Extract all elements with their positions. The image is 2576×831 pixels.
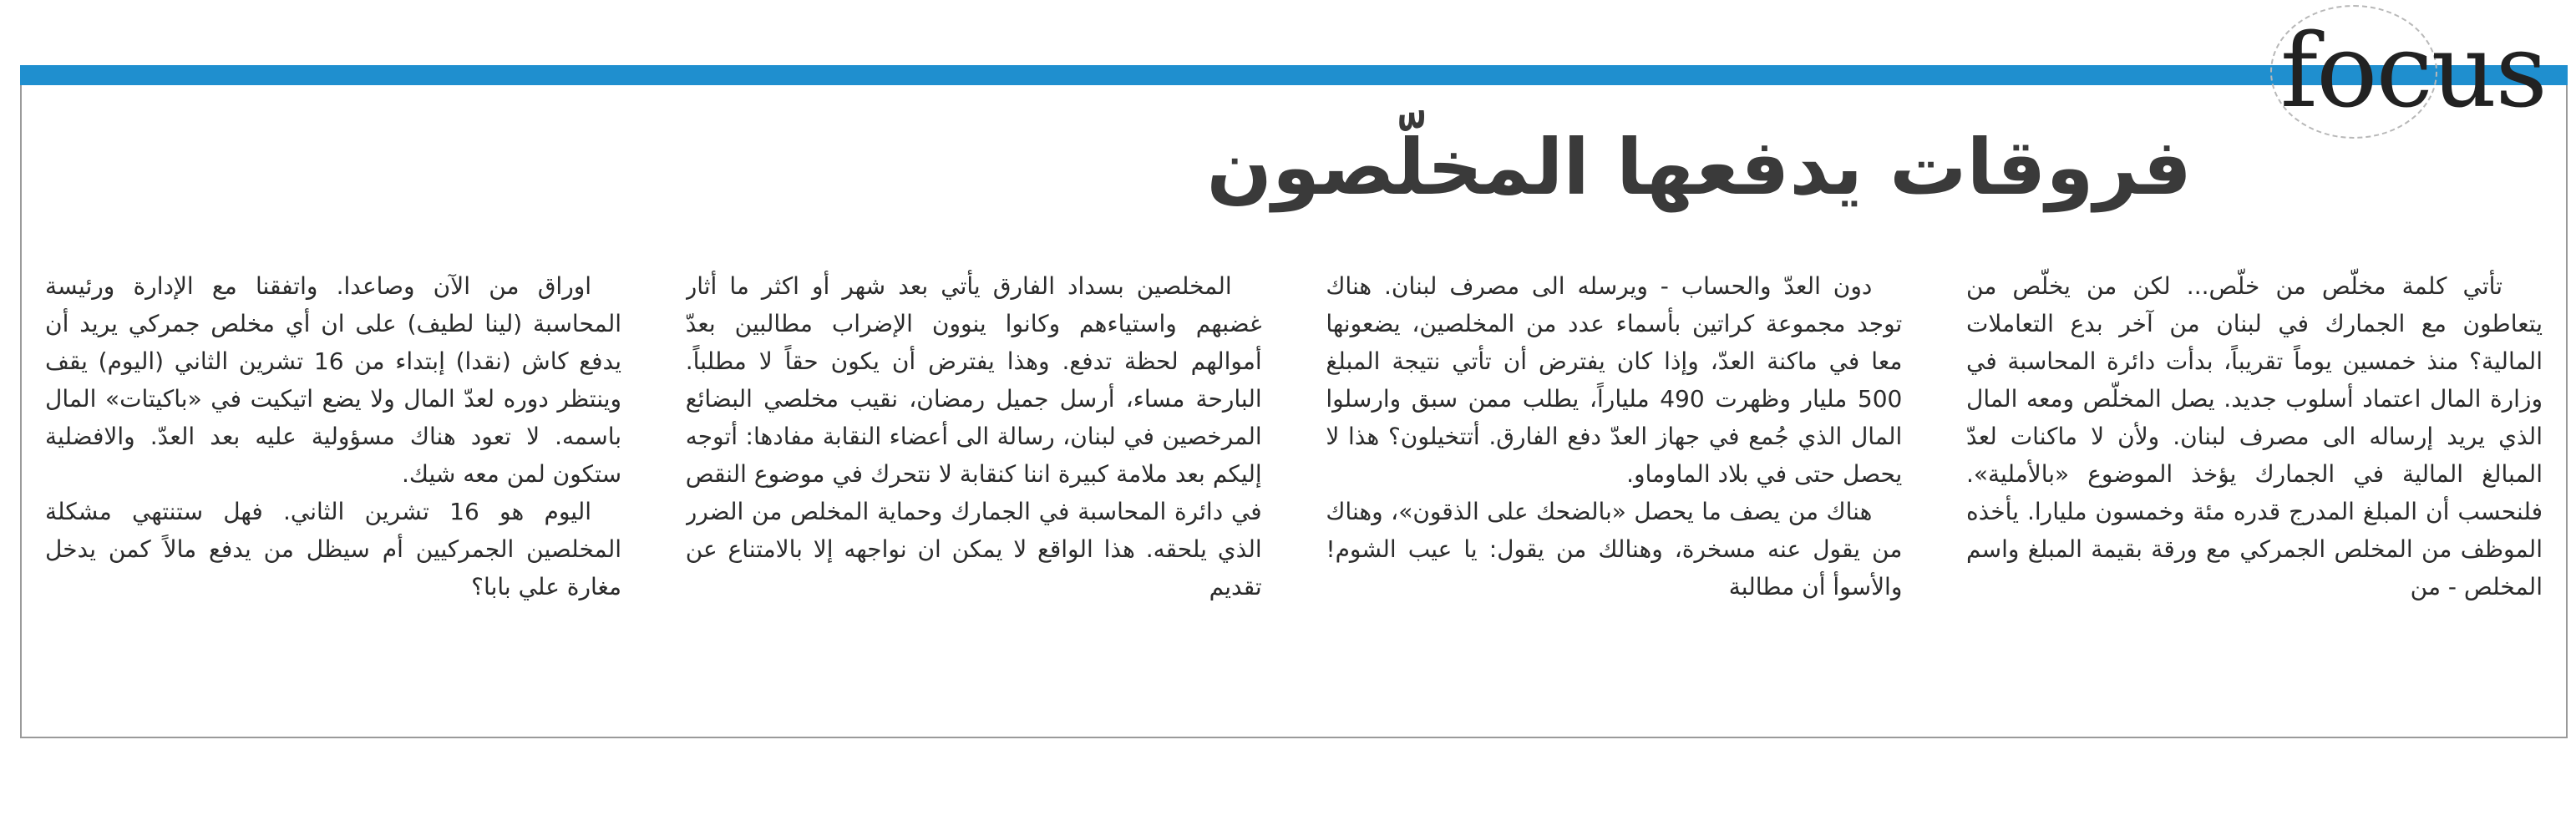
article-paragraph: اليوم هو 16 تشرين الثاني. فهل ستنتهي مشكلة المخلصين الجمركيين أم سيظل من يدفع مالاً كمن يدخل مغارة علي بابا؟ [45,498,622,600]
focus-logo [2270,5,2546,130]
article-column-2 [1326,267,1902,702]
article-column-3 [686,267,1262,702]
article-columns [45,267,2543,702]
article-paragraph: المخلصين بسداد الفارق يأتي بعد شهر أو اكثر ما أثار غضبهم واستياءهم وكانوا ينوون الإضراب مطالبين بعدّ أموالهم لحظة تدفع. وهذا يفترض أن يكون حقاً لا مطلباً. البارحة مساء، أرسل جميل رمضان، نقيب مخلصي البضائع المرخصين في لبنان، رسالة الى أعضاء النقابة مفادها: أتوجه إليكم بعد ملامة كبيرة اننا كنقابة لا نتحرك في موضوع النقص في دائرة المحاسبة في الجمارك وحماية المخلص من الضرر الذي يلحقه. هذا الواقع لا يمكن ان نواجهه إلا بالامتناع عن تقديم [685,272,1262,600]
top-accent-bar [20,65,2568,85]
article-headline: فروقات يدفعها المخلّصون [1206,123,2192,212]
logo-text: focus [2279,12,2546,130]
article-paragraph: اوراق من الآن وصاعدا. واتفقنا مع الإدارة ورئيسة المحاسبة (لينا لطيف) على ان أي مخلص جمركي يريد أن يدفع كاش (نقدا) إبتداء من 16 تشرين الثاني (اليوم) يقف وينتظر دوره لعدّ المال ولا يضع اتيكيت في «باكيتات» المال باسمه. لا تعود هناك مسؤولية عليه بعد العدّ. والافضلية ستكون لمن معه شيك. [45,272,622,488]
article-paragraph: هناك من يصف ما يحصل «بالضحك على الذقون»، وهناك من يقول عنه مسخرة، وهنالك من يقول: يا عيب الشوم! والأسوأ أن مطالبة [1326,498,1903,600]
article-column-1 [1966,267,2543,702]
article-column-4 [45,267,621,702]
article-paragraph: دون العدّ والحساب - ويرسله الى مصرف لبنان. هناك توجد مجموعة كراتين بأسماء عدد من المخلصين، يضعونها معا في ماكنة العدّ، وإذا كان يفترض أن تأتي نتيجة المبلغ 500 مليار وظهرت 490 ملياراً، يطلب ممن سبق وارسلوا المال الذي جُمع في جهاز العدّ دفع الفارق. أتتخيلون؟ هذا لا يحصل حتى في بلاد الماوماو. [1326,272,1903,488]
article-paragraph: تأتي كلمة مخلّص من خلّص... لكن من يخلّص من يتعاطون مع الجمارك في لبنان من آخر بدع التعاملات المالية؟ منذ خمسين يوماً تقريباً، بدأت دائرة المحاسبة في وزارة المال اعتماد أسلوب جديد. يصل المخلّص ومعه المال الذي يريد إرساله الى مصرف لبنان. ولأن لا ماكنات لعدّ المبالغ المالية في الجمارك يؤخذ الموضوع «بالأملية». فلنحسب أن المبلغ المدرج قدره مئة وخمسون مليارا. يأخذه الموظف من المخلص الجمركي مع ورقة بقيمة المبلغ واسم المخلص - من [1966,272,2543,600]
